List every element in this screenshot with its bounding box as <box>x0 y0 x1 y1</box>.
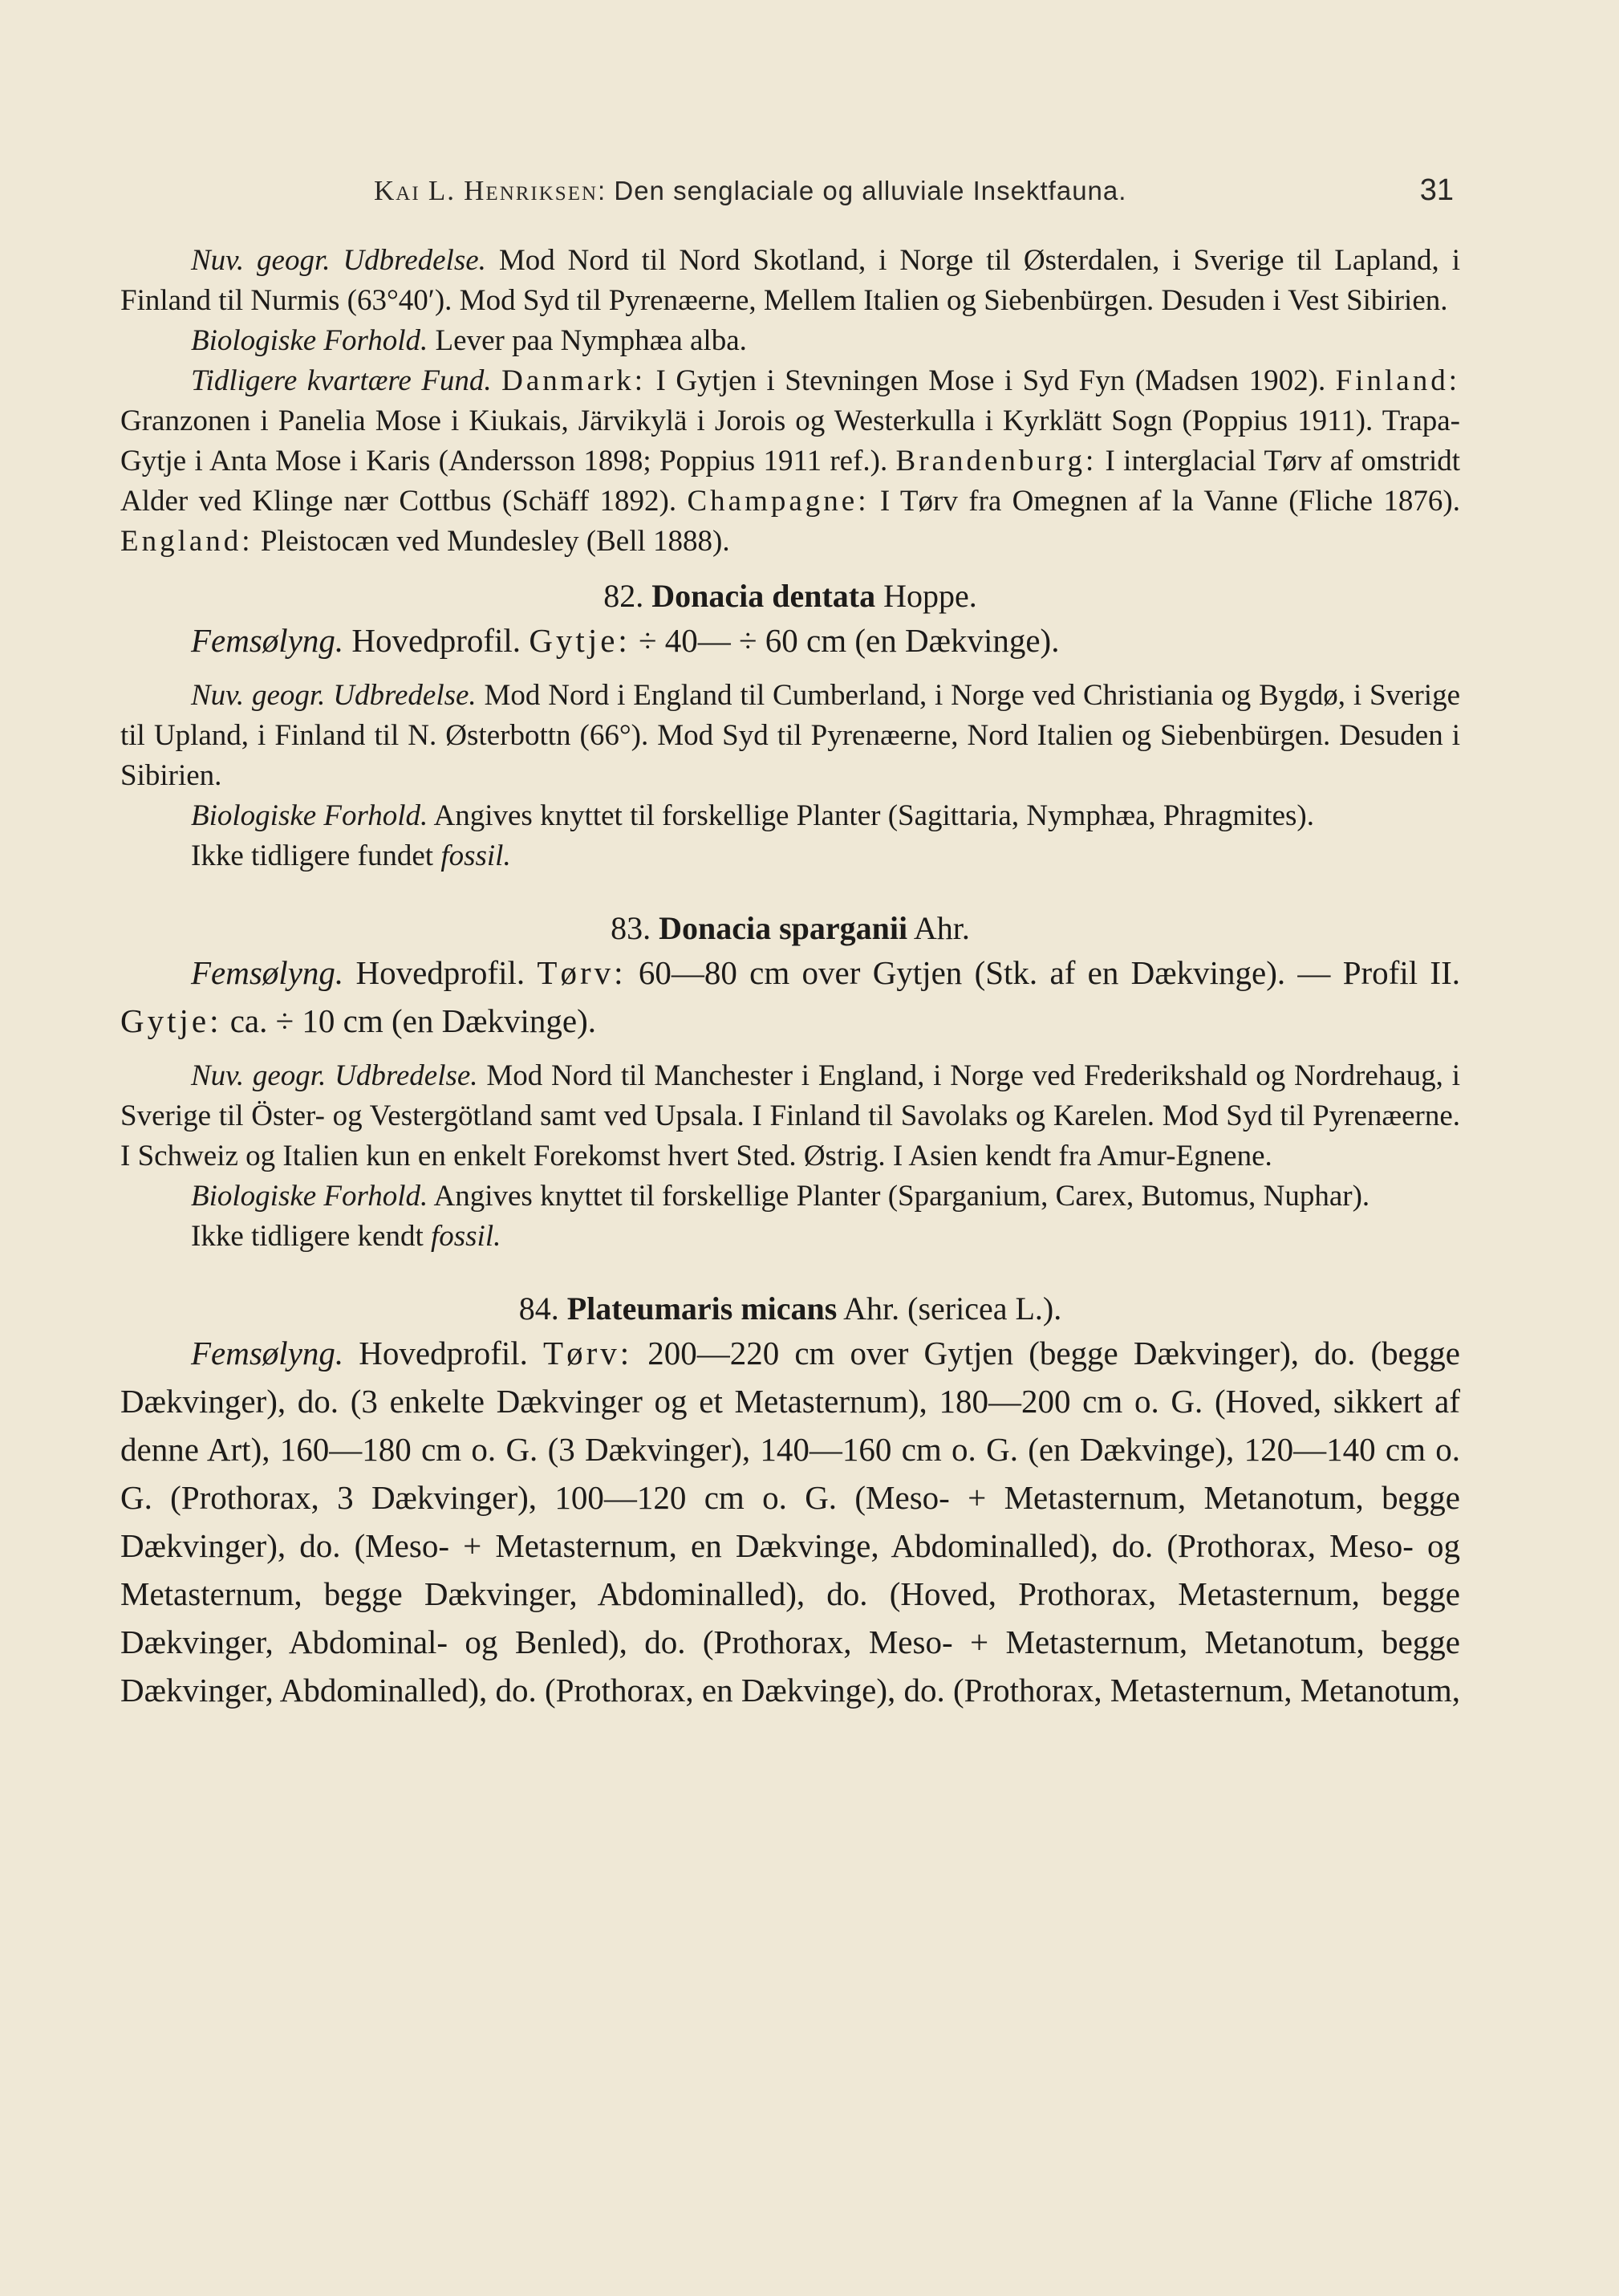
s83-fossil: Ikke tidligere kendt fossil. <box>191 1220 501 1253</box>
running-title <box>374 175 1126 207</box>
author-last: Henriksen <box>464 175 599 206</box>
s83-record: Femsølyng. Hovedprofil. Tørv: 60—80 cm over Gytjen (Stk. af en Dækvinge). — Profil II. Gytje: ca. ÷ 10 cm (en Dækvinge). <box>120 954 1460 1039</box>
header-title: : Den senglaciale og alluviale Insektfauna. <box>598 176 1127 205</box>
s83-distribution: Nuv. geogr. Udbredelse. Mod Nord til Manchester i England, i Norge ved Frederikshald og Nordrehaug, i Sverige til Öster- og Vestergötland samt ved Upsala. I Finland til Savolaks og Karelen. Mod Syd til Pyrenæerne. I Schweiz og Italien kun en enkelt Forekomst hvert Sted. Østrig. I Asien kendt fra Amur-Egnene. <box>120 1059 1460 1172</box>
label: Nuv. geogr. Udbredelse. <box>191 244 486 277</box>
s82-biology: Biologiske Forhold. Angives knyttet til forskellige Planter (Sagittaria, Nymphæa, Phragmites). <box>191 799 1314 832</box>
page-body <box>120 241 1460 1714</box>
s81-distribution: Nuv. geogr. Udbredelse. Mod Nord til Nord Skotland, i Norge til Østerdalen, i Sverige til Lapland, i Finland til Nurmis (63°40′). Mod Syd til Pyrenæerne, Mellem Italien og Siebenbürgen. Desuden i Vest Sibirien. <box>120 244 1460 317</box>
s81-biology: Biologiske Forhold. Lever paa Nymphæa alba. <box>191 324 747 357</box>
author-first: Kai <box>374 175 420 206</box>
running-header <box>0 175 1619 210</box>
s84-record: Femsølyng. Hovedprofil. Tørv: 200—220 cm over Gytjen (begge Dækvinger), do. (begge Dækvinger), do. (3 enkelte Dækvinger og et Metasternum), 180—200 cm o. G. (Hoved, sikkert af denne Art), 160—180 cm o. G. (3 Dækvinger), 140—160 cm o. G. (en Dækvinge), 120—140 cm o. G. (Prothorax, 3 Dækvinger), 100—120 cm o. G. (Meso- + Metasternum, Metanotum, begge Dækvinger), do. (Meso- + Metasternum, en Dækvinge, Abdominalled), do. (Prothorax, Meso- og Metasternum, begge Dækvinger, Abdominalled), do. (Hoved, Prothorax, Metasternum, begge Dækvinger, Abdominal- og Benled), do. (Prothorax, Meso- + Metasternum, Metanotum, begge Dækvinger, Abdominalled), do. (Prothorax, en Dækvinge), do. (Prothorax, Metasternum, Metanotum, <box>120 1335 1460 1709</box>
species-heading-84: 84. Plateumaris micans Ahr. (sericea L.). <box>518 1290 1062 1327</box>
s82-fossil: Ikke tidligere fundet fossil. <box>191 839 511 872</box>
s82-record: Femsølyng. Hovedprofil. Gytje: ÷ 40— ÷ 60 cm (en Dækvinge). <box>191 622 1060 659</box>
s82-distribution: Nuv. geogr. Udbredelse. Mod Nord i England til Cumberland, i Norge ved Christiania og Bygdø, i Sverige til Upland, i Finland til N. Østerbottn (66°). Mod Syd til Pyrenæerne, Nord Italien og Siebenbürgen. Desuden i Sibirien. <box>120 679 1460 792</box>
species-heading-83: 83. Donacia sparganii Ahr. <box>611 910 970 946</box>
species-heading-82: 82. Donacia dentata Hoppe. <box>603 578 977 614</box>
s83-biology: Biologiske Forhold. Angives knyttet til forskellige Planter (Sparganium, Carex, Butomus, Nuphar). <box>191 1180 1370 1213</box>
s81-finds: Tidligere kvartære Fund. Danmark: I Gytjen i Stevningen Mose i Syd Fyn (Madsen 1902). Finland: Granzonen i Panelia Mose i Kiukais, Järvikylä i Jorois og Westerkulla i Kyrklätt Sogn (Poppius 1911). Trapa-Gytje i Anta Mose i Karis (Andersson 1898; Poppius 1911 ref.). Brandenburg: I interglacial Tørv af omstridt Alder ved Klinge nær Cottbus (Schäff 1892). Champagne: I Tørv fra Omegnen af la Vanne (Fliche 1876). England: Pleistocæn ved Mundesley (Bell 1888). <box>120 364 1461 558</box>
author-initial: L. <box>428 175 456 206</box>
page-number: 31 <box>1419 173 1454 207</box>
